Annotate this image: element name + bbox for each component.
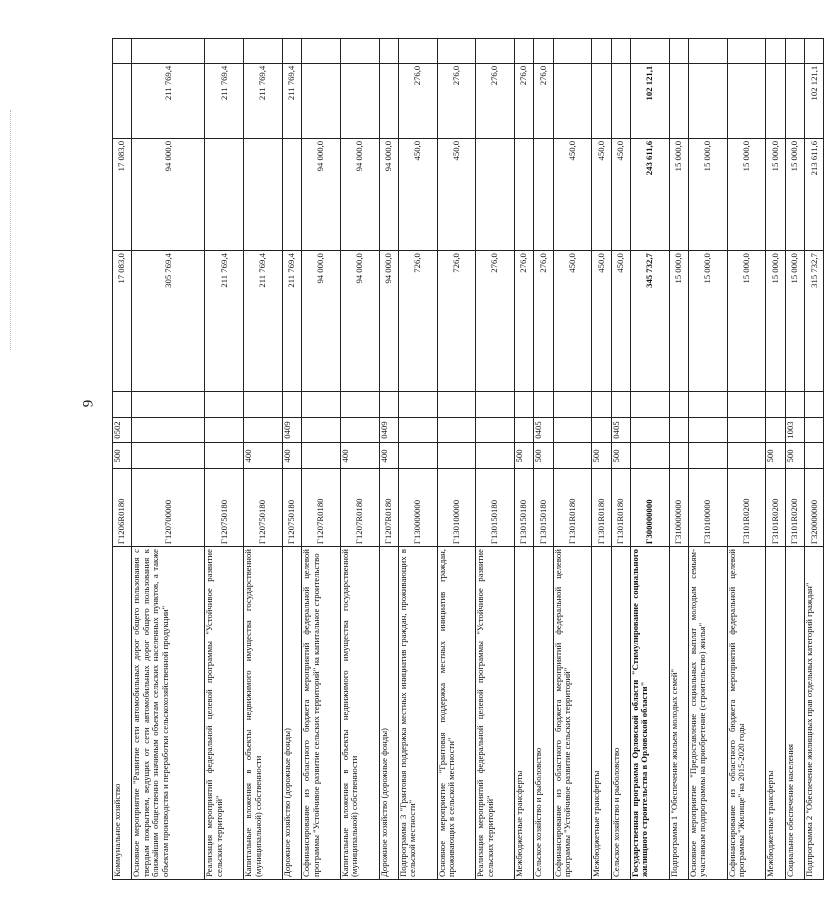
row-blank-cell bbox=[244, 39, 283, 64]
row-section-cell bbox=[592, 417, 611, 443]
row-code-cell: Г3101R0200 bbox=[727, 469, 766, 547]
page-number: 9 bbox=[80, 399, 97, 408]
table-row bbox=[379, 39, 398, 880]
row-name-cell: Подпрограмма 1 "Обеспечение жильем молодых семей" bbox=[669, 547, 688, 880]
table-row bbox=[514, 39, 533, 880]
row-subsection-cell bbox=[302, 391, 341, 417]
row-group-cell bbox=[553, 443, 592, 469]
row-regional-cell: 15 000,0 bbox=[727, 138, 766, 250]
table-row bbox=[631, 39, 670, 880]
row-section-cell bbox=[437, 417, 476, 443]
row-regional-cell: 15 000,0 bbox=[766, 138, 785, 250]
row-total-cell: 211 769,4 bbox=[244, 251, 283, 392]
row-federal-cell bbox=[727, 63, 766, 138]
row-subsection-cell bbox=[611, 391, 630, 417]
row-code-cell: Г1301R0180 bbox=[592, 469, 611, 547]
row-federal-cell: 102 121,1 bbox=[631, 63, 670, 138]
row-code-cell: Г320000000 bbox=[805, 469, 824, 547]
row-federal-cell bbox=[785, 63, 804, 138]
row-section-cell bbox=[398, 417, 437, 443]
row-name-cell: Дорожное хозяйство (дорожные фонды) bbox=[379, 547, 398, 880]
row-name-cell: Межбюджетные трансферты bbox=[592, 547, 611, 880]
row-code-cell: Г130150180 bbox=[534, 469, 553, 547]
row-blank-cell bbox=[132, 39, 205, 64]
row-federal-cell bbox=[611, 63, 630, 138]
row-name-cell: Межбюджетные трансферты bbox=[766, 547, 785, 880]
row-subsection-cell bbox=[379, 391, 398, 417]
row-blank-cell bbox=[689, 39, 728, 64]
row-regional-cell: 450,0 bbox=[592, 138, 611, 250]
row-code-cell: Г1301R0180 bbox=[553, 469, 592, 547]
table-row bbox=[132, 39, 205, 880]
row-federal-cell bbox=[669, 63, 688, 138]
row-federal-cell bbox=[689, 63, 728, 138]
row-group-cell bbox=[805, 443, 824, 469]
row-section-cell bbox=[689, 417, 728, 443]
row-code-cell: Г310100000 bbox=[689, 469, 728, 547]
row-subsection-cell bbox=[805, 391, 824, 417]
row-section-cell bbox=[805, 417, 824, 443]
table-row bbox=[244, 39, 283, 880]
row-subsection-cell bbox=[631, 391, 670, 417]
row-group-cell bbox=[476, 443, 515, 469]
row-name-cell: Дорожное хозяйство (дорожные фонды) bbox=[282, 547, 301, 880]
row-name-cell: Межбюджетные трансферты bbox=[514, 547, 533, 880]
row-regional-cell: 94 000,0 bbox=[340, 138, 379, 250]
table-row bbox=[302, 39, 341, 880]
table-row bbox=[476, 39, 515, 880]
row-section-cell bbox=[340, 417, 379, 443]
row-code-cell: Г1207R0180 bbox=[340, 469, 379, 547]
row-subsection-cell bbox=[534, 391, 553, 417]
table-row bbox=[592, 39, 611, 880]
row-federal-cell: 276,0 bbox=[514, 63, 533, 138]
row-name-cell: Софинансирование из областного бюджета мероприятий федеральной целевой программы "Жилище" на 2015-2020 годы bbox=[727, 547, 766, 880]
row-regional-cell: 17 083,0 bbox=[113, 138, 132, 250]
row-federal-cell: 211 769,4 bbox=[244, 63, 283, 138]
row-regional-cell: 94 000,0 bbox=[302, 138, 341, 250]
row-regional-cell: 213 611,6 bbox=[805, 138, 824, 250]
row-name-cell: Софинансирование из областного бюджета мероприятий федеральной целевой программы "Устойчивое развитие сельских территорий" на капитальное строительство bbox=[302, 547, 341, 880]
row-section-cell bbox=[302, 417, 341, 443]
table-row bbox=[553, 39, 592, 880]
row-total-cell: 315 732,7 bbox=[805, 251, 824, 392]
row-subsection-cell bbox=[282, 391, 301, 417]
row-group-cell: 400 bbox=[379, 443, 398, 469]
row-code-cell: Г120700000 bbox=[132, 469, 205, 547]
row-section-cell bbox=[514, 417, 533, 443]
row-regional-cell: 15 000,0 bbox=[669, 138, 688, 250]
row-federal-cell bbox=[379, 63, 398, 138]
row-code-cell: Г120750180 bbox=[205, 469, 244, 547]
row-total-cell: 15 000,0 bbox=[727, 251, 766, 392]
row-subsection-cell bbox=[553, 391, 592, 417]
row-subsection-cell bbox=[766, 391, 785, 417]
row-group-cell bbox=[132, 443, 205, 469]
row-section-cell: 0405 bbox=[534, 417, 553, 443]
table-row bbox=[805, 39, 824, 880]
row-blank-cell bbox=[611, 39, 630, 64]
row-regional-cell: 15 000,0 bbox=[689, 138, 728, 250]
row-section-cell bbox=[244, 417, 283, 443]
row-total-cell: 94 000,0 bbox=[302, 251, 341, 392]
row-federal-cell: 211 769,4 bbox=[282, 63, 301, 138]
row-group-cell: 400 bbox=[340, 443, 379, 469]
row-regional-cell: 450,0 bbox=[398, 138, 437, 250]
row-name-cell: Софинансирование из областного бюджета мероприятий федеральной целевой программы "Устойчивое развитие сельских территорий" bbox=[553, 547, 592, 880]
row-federal-cell bbox=[340, 63, 379, 138]
row-blank-cell bbox=[805, 39, 824, 64]
row-regional-cell: 450,0 bbox=[611, 138, 630, 250]
row-blank-cell bbox=[476, 39, 515, 64]
table-row bbox=[282, 39, 301, 880]
row-blank-cell bbox=[205, 39, 244, 64]
row-section-cell bbox=[205, 417, 244, 443]
row-total-cell: 276,0 bbox=[534, 251, 553, 392]
row-section-cell: 0405 bbox=[611, 417, 630, 443]
row-section-cell bbox=[631, 417, 670, 443]
row-group-cell: 500 bbox=[113, 443, 132, 469]
row-subsection-cell bbox=[669, 391, 688, 417]
row-group-cell: 500 bbox=[766, 443, 785, 469]
row-total-cell: 94 000,0 bbox=[379, 251, 398, 392]
row-section-cell bbox=[766, 417, 785, 443]
row-name-cell: Основное мероприятие "Предоставление социальных выплат молодым семьям-участникам подпрограммы на приобретение (строительство) жилья" bbox=[689, 547, 728, 880]
row-federal-cell: 211 769,4 bbox=[205, 63, 244, 138]
row-total-cell: 94 000,0 bbox=[340, 251, 379, 392]
row-total-cell: 17 083,0 bbox=[113, 251, 132, 392]
row-blank-cell bbox=[379, 39, 398, 64]
row-name-cell: Подпрограмма 3 "Грантовая поддержка местных инициатив граждан, проживающих в сельской местности" bbox=[398, 547, 437, 880]
row-regional-cell bbox=[534, 138, 553, 250]
row-subsection-cell bbox=[514, 391, 533, 417]
row-name-cell: Основное мероприятие "Развитие сети автомобильных дорог общего пользования с твердым покрытием, ведущих от сети автомобильных дорог общего пользования к ближайшим общественно значимым объектам сельских населенных пунктов, а также объектам производства и переработки сельскохозяйственной продукции" bbox=[132, 547, 205, 880]
row-regional-cell: 15 000,0 bbox=[785, 138, 804, 250]
row-total-cell: 211 769,4 bbox=[205, 251, 244, 392]
row-subsection-cell bbox=[727, 391, 766, 417]
row-group-cell bbox=[727, 443, 766, 469]
table-row bbox=[785, 39, 804, 880]
row-subsection-cell bbox=[205, 391, 244, 417]
row-code-cell: Г1207R0180 bbox=[302, 469, 341, 547]
table-row bbox=[669, 39, 688, 880]
row-code-cell: Г130150180 bbox=[514, 469, 533, 547]
row-regional-cell bbox=[205, 138, 244, 250]
row-regional-cell bbox=[514, 138, 533, 250]
row-subsection-cell bbox=[340, 391, 379, 417]
row-total-cell: 15 000,0 bbox=[766, 251, 785, 392]
row-code-cell: Г130100000 bbox=[437, 469, 476, 547]
row-subsection-cell bbox=[592, 391, 611, 417]
table-row bbox=[205, 39, 244, 880]
row-blank-cell bbox=[113, 39, 132, 64]
row-blank-cell bbox=[398, 39, 437, 64]
row-group-cell bbox=[302, 443, 341, 469]
table-row bbox=[766, 39, 785, 880]
row-total-cell: 305 769,4 bbox=[132, 251, 205, 392]
row-section-cell: 0409 bbox=[379, 417, 398, 443]
table-row bbox=[340, 39, 379, 880]
row-total-cell: 211 769,4 bbox=[282, 251, 301, 392]
row-subsection-cell bbox=[437, 391, 476, 417]
table-row bbox=[727, 39, 766, 880]
row-code-cell: Г120750180 bbox=[244, 469, 283, 547]
row-subsection-cell bbox=[113, 391, 132, 417]
row-name-cell: Капитальные вложения в объекты недвижимого имущества государственной (муниципальной) собственности bbox=[340, 547, 379, 880]
row-total-cell: 15 000,0 bbox=[689, 251, 728, 392]
row-subsection-cell bbox=[785, 391, 804, 417]
row-name-cell: Основное мероприятие "Грантовая поддержка местных инициатив граждан, проживающих в сельской местности" bbox=[437, 547, 476, 880]
row-group-cell: 400 bbox=[244, 443, 283, 469]
row-code-cell: Г1206R0180 bbox=[113, 469, 132, 547]
row-code-cell: Г120750180 bbox=[282, 469, 301, 547]
row-federal-cell bbox=[553, 63, 592, 138]
row-subsection-cell bbox=[689, 391, 728, 417]
row-section-cell: 0502 bbox=[113, 417, 132, 443]
row-name-cell: Сельское хозяйство и рыболовство bbox=[611, 547, 630, 880]
row-group-cell: 500 bbox=[534, 443, 553, 469]
row-name-cell: Коммунальное хозяйство bbox=[113, 547, 132, 880]
row-blank-cell bbox=[340, 39, 379, 64]
row-federal-cell: 276,0 bbox=[398, 63, 437, 138]
row-total-cell: 726,0 bbox=[398, 251, 437, 392]
row-federal-cell bbox=[302, 63, 341, 138]
row-code-cell: Г310000000 bbox=[669, 469, 688, 547]
scan-artifact-line bbox=[10, 110, 12, 350]
row-total-cell: 15 000,0 bbox=[785, 251, 804, 392]
row-code-cell: Г1301R0180 bbox=[611, 469, 630, 547]
row-blank-cell bbox=[631, 39, 670, 64]
row-name-cell: Капитальные вложения в объекты недвижимого имущества государственной (муниципальной) собственности bbox=[244, 547, 283, 880]
row-code-cell: Г1207R0180 bbox=[379, 469, 398, 547]
row-group-cell bbox=[205, 443, 244, 469]
row-section-cell: 0409 bbox=[282, 417, 301, 443]
row-group-cell bbox=[398, 443, 437, 469]
row-blank-cell bbox=[282, 39, 301, 64]
row-group-cell: 500 bbox=[611, 443, 630, 469]
row-name-cell: Государственная программа Орловской области "Стимулирование социального жилищного строительства в Орловской области" bbox=[631, 547, 670, 880]
row-regional-cell: 94 000,0 bbox=[379, 138, 398, 250]
row-subsection-cell bbox=[132, 391, 205, 417]
row-total-cell: 276,0 bbox=[476, 251, 515, 392]
row-total-cell: 450,0 bbox=[611, 251, 630, 392]
row-regional-cell: 450,0 bbox=[437, 138, 476, 250]
table-row bbox=[534, 39, 553, 880]
table-row bbox=[611, 39, 630, 880]
row-total-cell: 276,0 bbox=[514, 251, 533, 392]
row-group-cell: 500 bbox=[592, 443, 611, 469]
table-body bbox=[113, 39, 824, 880]
row-blank-cell bbox=[785, 39, 804, 64]
row-blank-cell bbox=[727, 39, 766, 64]
row-total-cell: 345 732,7 bbox=[631, 251, 670, 392]
row-regional-cell bbox=[244, 138, 283, 250]
row-name-cell: Социальное обеспечение населения bbox=[785, 547, 804, 880]
row-regional-cell: 243 611,6 bbox=[631, 138, 670, 250]
row-total-cell: 15 000,0 bbox=[669, 251, 688, 392]
row-name-cell: Реализация мероприятий федеральной целевой программы "Устойчивое развитие сельских территорий" bbox=[476, 547, 515, 880]
row-blank-cell bbox=[553, 39, 592, 64]
budget-table bbox=[112, 38, 824, 880]
row-code-cell: Г3101R0200 bbox=[766, 469, 785, 547]
row-code-cell: Г3101R0200 bbox=[785, 469, 804, 547]
row-group-cell: 500 bbox=[514, 443, 533, 469]
row-total-cell: 726,0 bbox=[437, 251, 476, 392]
row-section-cell: 1003 bbox=[785, 417, 804, 443]
row-regional-cell bbox=[282, 138, 301, 250]
table-row bbox=[437, 39, 476, 880]
row-blank-cell bbox=[592, 39, 611, 64]
row-federal-cell: 276,0 bbox=[476, 63, 515, 138]
row-federal-cell: 211 769,4 bbox=[132, 63, 205, 138]
row-code-cell: Г300000000 bbox=[631, 469, 670, 547]
row-group-cell: 400 bbox=[282, 443, 301, 469]
table-row bbox=[398, 39, 437, 880]
row-regional-cell: 94 000,0 bbox=[132, 138, 205, 250]
row-group-cell bbox=[631, 443, 670, 469]
row-blank-cell bbox=[514, 39, 533, 64]
row-group-cell bbox=[689, 443, 728, 469]
table-row bbox=[113, 39, 132, 880]
row-blank-cell bbox=[766, 39, 785, 64]
row-group-cell bbox=[437, 443, 476, 469]
row-code-cell: Г130000000 bbox=[398, 469, 437, 547]
row-regional-cell bbox=[476, 138, 515, 250]
row-section-cell bbox=[553, 417, 592, 443]
row-federal-cell bbox=[113, 63, 132, 138]
row-subsection-cell bbox=[398, 391, 437, 417]
row-group-cell bbox=[669, 443, 688, 469]
row-federal-cell: 276,0 bbox=[534, 63, 553, 138]
row-federal-cell bbox=[592, 63, 611, 138]
row-federal-cell: 276,0 bbox=[437, 63, 476, 138]
row-federal-cell: 102 121,1 bbox=[805, 63, 824, 138]
row-group-cell: 500 bbox=[785, 443, 804, 469]
row-total-cell: 450,0 bbox=[592, 251, 611, 392]
row-name-cell: Реализация мероприятий федеральной целевой программы "Устойчивое развитие сельских территорий" bbox=[205, 547, 244, 880]
row-name-cell: Сельское хозяйство и рыболовство bbox=[534, 547, 553, 880]
table-row bbox=[689, 39, 728, 880]
row-section-cell bbox=[476, 417, 515, 443]
row-section-cell bbox=[669, 417, 688, 443]
row-blank-cell bbox=[669, 39, 688, 64]
row-section-cell bbox=[132, 417, 205, 443]
rotated-table-container bbox=[112, 38, 819, 880]
row-subsection-cell bbox=[244, 391, 283, 417]
row-subsection-cell bbox=[476, 391, 515, 417]
row-blank-cell bbox=[437, 39, 476, 64]
row-section-cell bbox=[727, 417, 766, 443]
row-code-cell: Г130150180 bbox=[476, 469, 515, 547]
row-name-cell: Подпрограмма 2 "Обеспечение жилищных прав отдельных категорий граждан" bbox=[805, 547, 824, 880]
row-regional-cell: 450,0 bbox=[553, 138, 592, 250]
row-blank-cell bbox=[534, 39, 553, 64]
row-total-cell: 450,0 bbox=[553, 251, 592, 392]
row-federal-cell bbox=[766, 63, 785, 138]
row-blank-cell bbox=[302, 39, 341, 64]
